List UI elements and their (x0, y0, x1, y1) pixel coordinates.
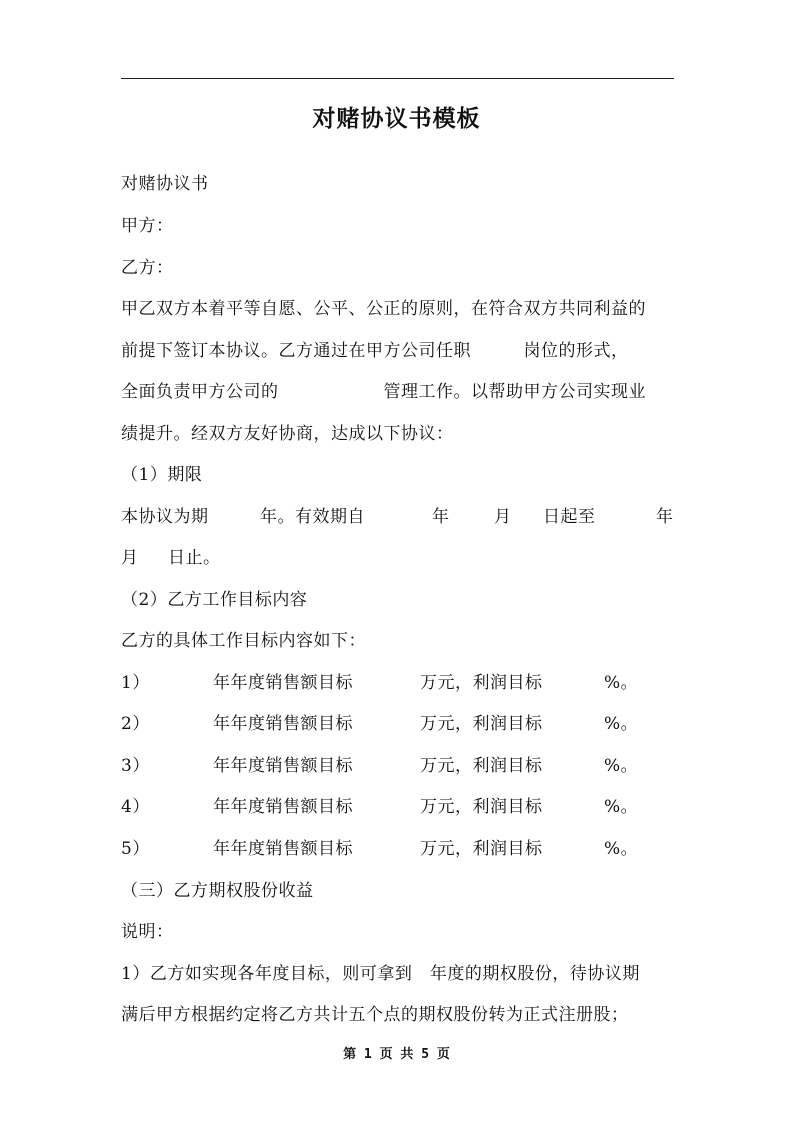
intro-line-2: 前提下签订本协议。乙方通过在甲方公司任职 岗位的形式， (121, 341, 629, 361)
section-2-heading: （2）乙方工作目标内容 (121, 590, 308, 610)
term-part-d: 月 (494, 507, 512, 527)
target-profit-label: 万元，利润目标 (420, 797, 543, 817)
target-number: 4） (121, 797, 150, 817)
term-part-e: 日起至 (543, 507, 596, 527)
section-3-heading: （三）乙方期权股份收益 (121, 881, 314, 901)
term-part-h: 日止。 (168, 548, 221, 568)
target-percent: %。 (604, 714, 639, 734)
target-profit-label: 万元，利润目标 (420, 839, 543, 859)
page-number: 第 1 页 共 5 页 (343, 1047, 450, 1062)
target-number: 2） (121, 714, 150, 734)
target-sales-label: 年年度销售额目标 (213, 839, 353, 859)
target-number: 3） (121, 756, 150, 776)
term-part-a: 本协议为期 (121, 507, 209, 527)
note-label: 说明： (121, 922, 174, 942)
target-sales-label: 年年度销售额目标 (213, 673, 353, 693)
target-number: 5） (121, 839, 150, 859)
target-sales-label: 年年度销售额目标 (213, 756, 353, 776)
intro-line-1: 甲乙双方本着平等自愿、公平、公正的原则，在符合双方共同利益的 (121, 299, 646, 319)
term-part-b: 年。有效期自 (260, 507, 365, 527)
target-profit-label: 万元，利润目标 (420, 756, 543, 776)
intro-line-3: 全面负责甲方公司的 管理工作。以帮助甲方公司实现业 (121, 382, 646, 402)
term-part-g: 月 (121, 548, 139, 568)
intro-line-4: 绩提升。经双方友好协商，达成以下协议： (121, 424, 454, 444)
header-rule (121, 78, 674, 79)
term-part-f: 年 (656, 507, 674, 527)
target-number: 1） (121, 673, 150, 693)
target-percent: %。 (604, 839, 639, 859)
term-part-c: 年 (432, 507, 450, 527)
note-item-line-2: 满后甲方根据约定将乙方共计五个点的期权股份转为正式注册股； (121, 1005, 629, 1025)
target-sales-label: 年年度销售额目标 (213, 714, 353, 734)
target-percent: %。 (604, 673, 639, 693)
target-profit-label: 万元，利润目标 (420, 714, 543, 734)
target-percent: %。 (604, 756, 639, 776)
target-profit-label: 万元，利润目标 (420, 673, 543, 693)
agreement-heading: 对赌协议书 (121, 174, 209, 194)
section-1-heading: （1）期限 (121, 465, 203, 485)
target-percent: %。 (604, 797, 639, 817)
party-a-label: 甲方： (121, 216, 174, 236)
party-b-label: 乙方： (121, 258, 174, 278)
document-title: 对赌协议书模板 (312, 105, 481, 132)
section-2-intro: 乙方的具体工作目标内容如下： (121, 631, 366, 651)
target-sales-label: 年年度销售额目标 (213, 797, 353, 817)
note-item-line-1: 1）乙方如实现各年度目标，则可拿到 年度的期权股份，待协议期 (121, 964, 640, 984)
